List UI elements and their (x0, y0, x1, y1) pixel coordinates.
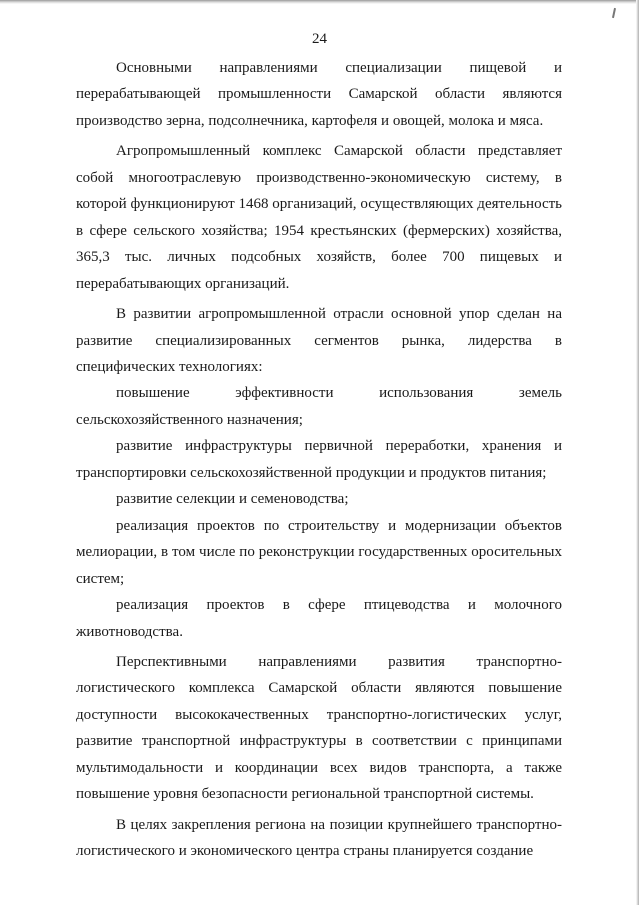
paragraph-specialization: Основными направлениями специализации пищевой и перерабатывающей промышленности Самарской области являются производство зерна, подсолнечника, картофеля и овощей, молока и мяса. (76, 60, 562, 129)
list-item-land-efficiency: повышение эффективности использования земель сельскохозяйственного назначения; (76, 385, 562, 428)
page-number: 24 (312, 31, 327, 47)
paragraph-agro-complex: Агропромышленный комплекс Самарской области представляет собой многоотраслевую производственно-экономическую систему, в которой функционируют 1468 организаций, осуществляющих деятельность в сфере сельского хозяйства; 1954 крестьянских (фермерских) хозяйства, 365,3 тыс. личных подсобных хозяйств, более 700 пищевых и перерабатывающих организаций. (76, 143, 562, 292)
list-item-infrastructure: развитие инфраструктуры первичной переработки, хранения и транспортировки сельскохозяйственной продукции и продуктов питания; (76, 438, 562, 481)
scan-edge-top (0, 0, 639, 4)
paragraph-region-center: В целях закрепления региона на позиции крупнейшего транспортно-логистического и экономического центра страны планируется создание (76, 816, 562, 860)
scan-mark (612, 8, 616, 18)
paragraph-transport-logistics: Перспективными направлениями развития транспортно-логистического комплекса Самарской области являются повышение доступности высококачественных транспортно-логистических услуг, развитие транспортной инфраструктуры в соответствии с принципами мультимодальности и координации всех видов транспорта, а также повышение уровня безопасности региональной транспортной системы. (76, 653, 562, 803)
paragraph-agro-development: В развитии агропромышленной отрасли основной упор сделан на развитие специализированных сегментов рынка, лидерства в специфических технологиях: (76, 306, 562, 375)
list-item-melioration: реализация проектов по строительству и модернизации объектов мелиорации, в том числе по реконструкции государственных оросительных систем; (76, 517, 562, 587)
document-body (76, 55, 562, 865)
list-item-selection: развитие селекции и семеноводства; (116, 491, 349, 508)
list-item-poultry-dairy: реализация проектов в сфере птицеводства и молочного животноводства. (76, 597, 562, 640)
